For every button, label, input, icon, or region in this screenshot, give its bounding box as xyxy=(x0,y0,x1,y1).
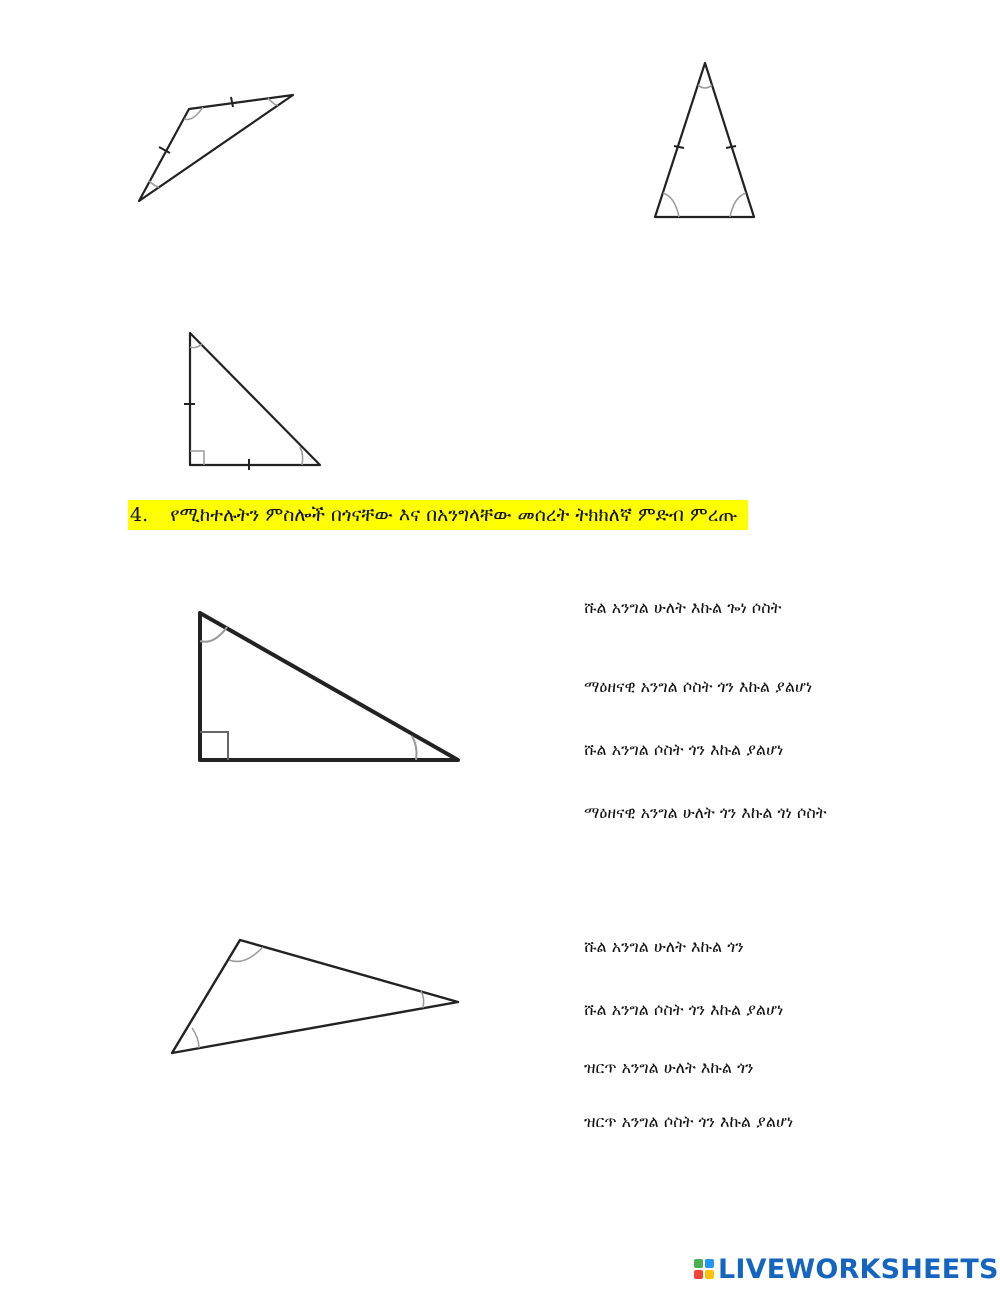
option-2-1[interactable]: ሹል አንግል ሁለት እኩል ጎን xyxy=(584,937,744,956)
liveworksheets-logo xyxy=(694,1253,999,1285)
question-heading xyxy=(128,500,748,530)
option-2-3[interactable]: ዝርጥ አንግል ሁለት እኩል ጎን xyxy=(584,1058,754,1077)
angle-arc xyxy=(412,736,417,760)
question-number: 4. xyxy=(130,504,149,526)
tick-mark xyxy=(674,146,684,148)
logo-text: LIVEWORKSHEETS xyxy=(718,1253,999,1285)
option-1-1[interactable]: ሹል አንግል ሁለት እኩል ጐነ ሶስት xyxy=(584,598,782,617)
option-2-2[interactable]: ሹል አንግል ሶስት ጎን እኩል ያልሆነ xyxy=(584,1000,784,1019)
triangle-tall-isosceles xyxy=(645,55,765,225)
right-angle-marker xyxy=(190,451,204,465)
angle-arc xyxy=(149,181,159,187)
triangle-outline xyxy=(655,63,754,217)
triangle-right-isosceles xyxy=(180,325,330,475)
angle-arc xyxy=(190,344,202,348)
angle-arc xyxy=(192,1028,199,1048)
angle-arc xyxy=(268,98,278,105)
logo-square xyxy=(705,1259,714,1268)
option-1-2[interactable]: ማዕዘናዊ አንግል ሶስት ጎን እኩል ያልሆነ xyxy=(584,677,813,696)
angle-arc xyxy=(200,627,227,642)
tick-mark xyxy=(726,146,736,148)
option-1-4[interactable]: ማዕዘናዊ አንግል ሁለት ጎን እኩል ጎነ ሶስት xyxy=(584,803,827,822)
triangle-obtuse-scalene xyxy=(165,930,465,1060)
option-2-4[interactable]: ዝርጥ አንግል ሶስት ጎን እኩል ያልሆነ xyxy=(584,1112,794,1131)
triangle-small-isosceles xyxy=(130,88,305,213)
triangle-outline xyxy=(200,613,458,760)
angle-arc xyxy=(730,193,746,217)
right-angle-marker xyxy=(200,732,228,760)
angle-arc xyxy=(300,447,303,465)
triangle-outline xyxy=(172,940,458,1053)
tick-mark xyxy=(231,97,233,107)
question-text: የሚከተሉትን ምስሎች በጎናቸው እና በአንግላቸው መሰረት ትክክለኛ ምድብ ምረጡ xyxy=(170,504,738,526)
logo-square xyxy=(694,1270,703,1279)
option-1-3[interactable]: ሹል አንግል ሶስት ጎን እኩል ያልሆነ xyxy=(584,740,784,759)
angle-arc xyxy=(698,85,712,88)
triangle-outline xyxy=(190,333,320,465)
logo-square xyxy=(705,1270,714,1279)
angle-arc xyxy=(663,193,679,217)
angle-arc xyxy=(421,991,424,1008)
logo-mark-icon xyxy=(694,1259,714,1279)
logo-square xyxy=(694,1259,703,1268)
triangle-right-scalene xyxy=(190,605,465,770)
